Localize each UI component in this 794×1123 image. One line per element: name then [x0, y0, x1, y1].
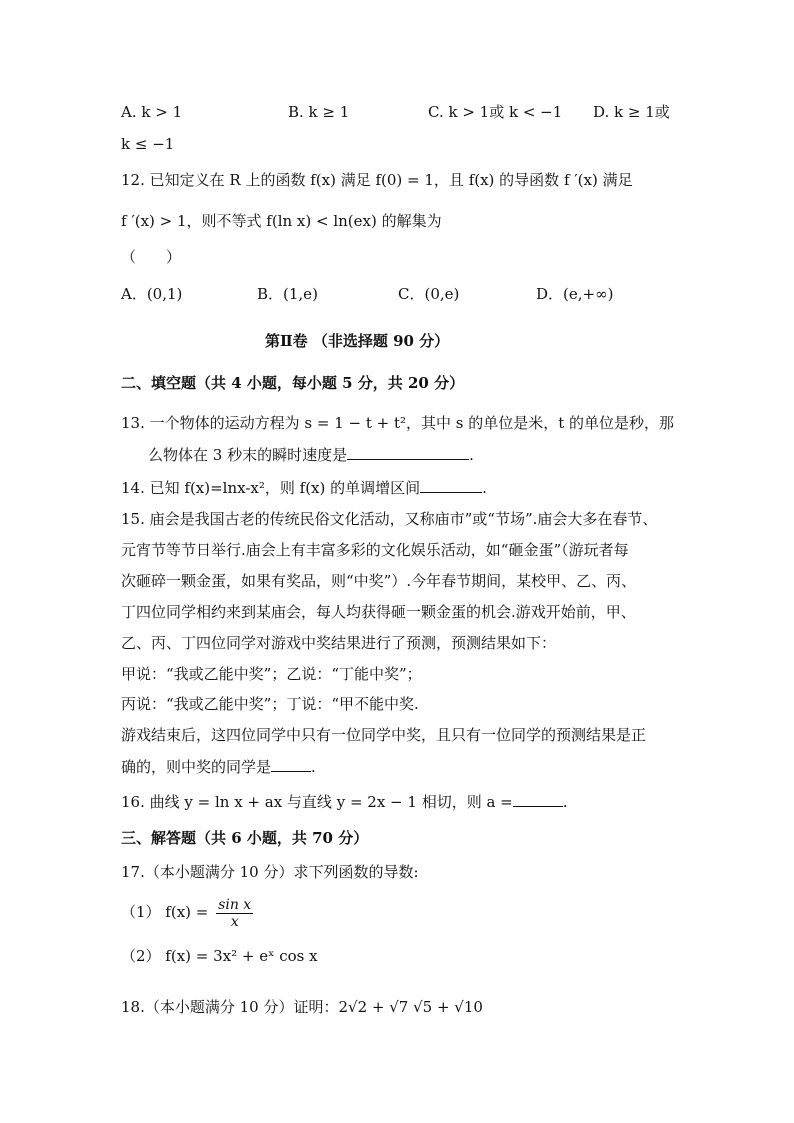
q12-answer-paren: （ ） [121, 248, 182, 266]
q12-option-a: A．(0,1) [121, 285, 183, 303]
q17-fraction-numerator: sin x [218, 896, 252, 913]
section-3-title: 三、解答题（共 6 小题，共 70 分） [121, 829, 369, 847]
q12-option-c: C．(0,e) [398, 285, 460, 303]
q15-line-3: 次砸碎一颗金蛋，如果有奖品，则“中奖”）.今年春节期间，某校甲、乙、丙、 [121, 572, 637, 590]
q16-answer-blank[interactable] [513, 792, 563, 807]
q14-end: . [482, 479, 487, 497]
q12-line-1: 12. 已知定义在 R 上的函数 f(x) 满足 f(0) = 1，且 f(x) 的导函数 f ′(x) 满足 [121, 171, 633, 189]
q12-option-d: D．(e,+∞) [536, 285, 614, 303]
q15-line-8: 游戏结束后，这四位同学中只有一位同学中奖，且只有一位同学的预测结果是正 [121, 726, 647, 744]
section-2-title: 二、填空题（共 4 小题，每小题 5 分，共 20 分） [121, 374, 465, 392]
q17-fraction [216, 897, 253, 930]
q13-text: 么物体在 3 秒末的瞬时速度是 [148, 446, 348, 464]
q11-option-b: B. k ≥ 1 [288, 103, 350, 121]
q13-line-1: 13. 一个物体的运动方程为 s = 1 − t + t²，其中 s 的单位是米，t 的单位是秒，那 [121, 414, 675, 432]
q16-text: 16. 曲线 y = ln x + ax 与直线 y = 2x − 1 相切，则 a = [121, 793, 513, 811]
q13-line-2 [148, 445, 474, 465]
q11-option-c: C. k > 1或 k < −1 [428, 103, 563, 121]
q18-line: 18.（本小题满分 10 分）证明：2√2 + √7 √5 + √10 [121, 998, 483, 1016]
q12-line-2: f ′(x) > 1，则不等式 f(ln x) < ln(ex) 的解集为 [121, 212, 442, 230]
q12-option-b: B．(1,e) [257, 285, 318, 303]
q17-fraction-denominator: x [230, 913, 239, 930]
q15-last-text: 确的，则中奖的同学是 [121, 758, 272, 776]
part-2-title: 第Ⅱ卷 （非选择题 90 分） [265, 332, 450, 350]
q15-end: . [311, 758, 316, 776]
q15-line-7: 丙说：“我或乙能中奖”；丁说：“甲不能中奖. [121, 695, 419, 713]
q13-end: . [469, 446, 474, 464]
q15-line-6: 甲说：“我或乙能中奖”；乙说：“丁能中奖”； [121, 665, 422, 683]
q11-option-d: D. k ≥ 1或 [593, 103, 670, 121]
q16-end: . [562, 793, 568, 811]
q16-line [121, 792, 568, 812]
q17-part-1-label: （1） f(x) = [121, 903, 209, 921]
q11-option-a: A. k > 1 [121, 103, 183, 121]
q15-line-1: 15. 庙会是我国古老的传统民俗文化活动，又称庙市”或“节场”.庙会大多在春节、 [121, 510, 658, 528]
q15-line-4: 丁四位同学相约来到某庙会，每人均获得砸一颗金蛋的机会.游戏开始前，甲、 [121, 603, 636, 621]
q14-line [121, 478, 487, 498]
q13-answer-blank[interactable] [347, 445, 469, 460]
q15-answer-blank[interactable] [271, 757, 311, 772]
q15-line-9 [121, 757, 316, 777]
q17-title: 17.（本小题满分 10 分）求下列函数的导数: [121, 863, 419, 881]
q14-answer-blank[interactable] [420, 478, 482, 493]
q17-part-2: （2） f(x) = 3x² + eˣ cos x [121, 947, 318, 965]
q14-text: 14. 已知 f(x)=lnx-x²，则 f(x) 的单调增区间 [121, 479, 421, 497]
q17-part-1 [121, 895, 253, 930]
q15-line-5: 乙、丙、丁四位同学对游戏中奖结果进行了预测，预测结果如下： [121, 634, 557, 652]
q11-option-d-continued: k ≤ −1 [121, 135, 175, 153]
q15-line-2: 元宵节等节日举行.庙会上有丰富多彩的文化娱乐活动，如“砸金蛋”（游玩者每 [121, 541, 629, 559]
